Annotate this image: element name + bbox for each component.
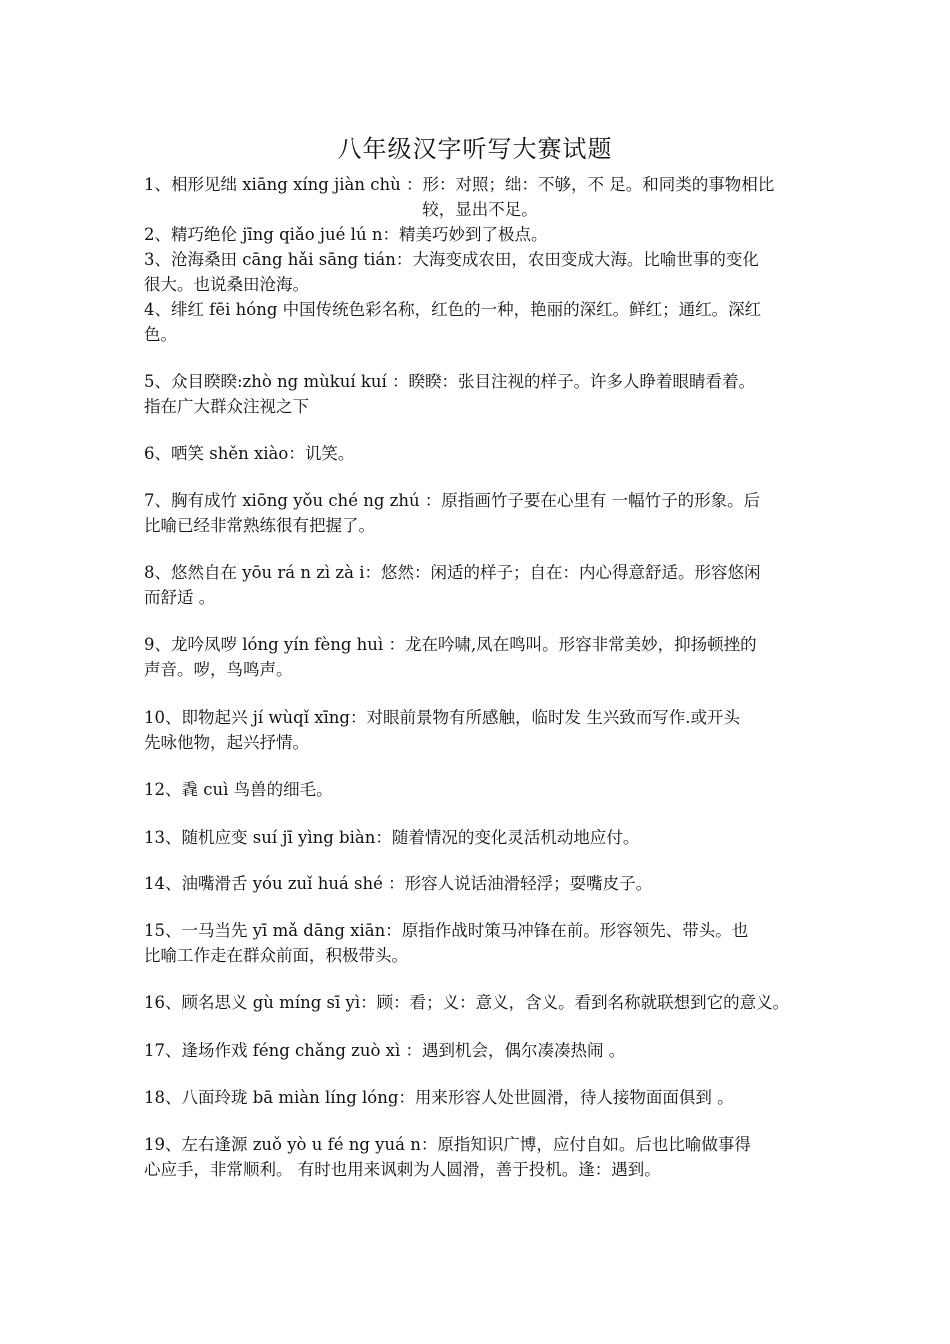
entry-line: 声音。哕，鸟鸣声。 [144,659,293,679]
entry-line: 9、龙吟凤哕 lóng yín fèng huì ：龙在吟啸,凤在鸣叫。形容非常美妙，抑扬顿挫的 [144,635,757,654]
entry-15 [144,919,816,968]
entry-line: 5、众目睽睽:zhò ng mùkuí kuí ：睽睽：张目注视的样子。许多人睁着眼睛看着。 [144,372,756,391]
entry-line: 先咏他物，起兴抒情。 [144,732,309,752]
entry-line: 指在广大群众注视之下 [144,396,309,416]
entry-line: 17、逢场作戏 féng chǎng zuò xì ：遇到机会，偶尔凑凑热闹 。 [144,1041,626,1060]
entry-2 [144,223,816,248]
entry-line: 1、相形见绌 xiāng xíng jiàn chù ：形：对照；绌：不够，不 足。和同类的事物相比 [144,175,775,194]
entry-line: 13、随机应变 suí jī yìng biàn：随着情况的变化灵活机动地应付。 [144,828,640,847]
entry-line: 12、毳 cuì 鸟兽的细毛。 [144,780,333,799]
entry-14 [144,872,816,897]
entry-line: 19、左右逢源 zuǒ yò u fé ng yuá n：原指知识广博，应付自如。后也比喻做事得 [144,1135,751,1154]
page-title: 八年级汉字听写大赛试题 [337,135,613,163]
entry-line: 14、油嘴滑舌 yóu zuǐ huá shé ：形容人说话油滑轻浮；耍嘴皮子。 [144,874,653,893]
entry-5 [144,370,816,419]
entry-line: 很大。也说桑田沧海。 [144,274,309,294]
entry-12 [144,778,816,803]
entry-3 [144,248,816,297]
entry-19 [144,1133,816,1182]
entry-line: 8、悠然自在 yōu rá n zì zà i：悠然：闲适的样子；自在：内心得意舒适。形容悠闲 [144,563,761,582]
entry-16 [144,991,816,1016]
entry-8 [144,561,816,610]
entry-line: 15、一马当先 yī mǎ dāng xiān：原指作战时策马冲锋在前。形容领先、带头。也 [144,921,749,940]
entry-line: 10、即物起兴 jí wùqǐ xīng：对眼前景物有所感触，临时发 生兴致而写作.或开头 [144,708,740,727]
entry-line: 2、精巧绝伦 jīng qiǎo jué lú n：精美巧妙到了极点。 [144,225,548,244]
entry-9 [144,633,816,682]
entry-7 [144,489,816,538]
entry-line: 色。 [144,324,177,344]
entry-line: 而舒适 。 [144,587,216,607]
entry-line: 比喻已经非常熟练很有把握了。 [144,515,375,535]
entry-line: 6、哂笑 shěn xiào：讥笑。 [144,444,355,463]
entry-line: 18、八面玲珑 bā miàn líng lóng：用来形容人处世圆滑，待人接物面面俱到 。 [144,1088,734,1107]
entry-1 [144,173,816,222]
entry-13 [144,826,816,851]
entry-line: 16、顾名思义 gù míng sī yì：顾：看；义：意义，含义。看到名称就联想到它的意义。 [144,993,790,1012]
entry-line: 3、沧海桑田 cāng hǎi sāng tián：大海变成农田，农田变成大海。比喻世事的变化 [144,250,759,269]
entry-6 [144,442,816,467]
entry-18 [144,1086,816,1111]
entry-line: 较，显出不足。 [422,199,538,219]
entry-10 [144,706,816,755]
entry-line: 7、胸有成竹 xiōng yǒu ché ng zhú ：原指画竹子要在心里有 一幅竹子的形象。后 [144,491,761,510]
entry-4 [144,298,816,347]
entry-line: 比喻工作走在群众前面，积极带头。 [144,945,408,965]
entry-line: 4、绯红 fēi hóng 中国传统色彩名称，红色的一种，艳丽的深红。鲜红；通红。深红 [144,300,762,319]
entry-line: 心应手，非常顺利。 有时也用来讽刺为人圆滑，善于投机。逢：遇到。 [144,1159,661,1179]
entry-17 [144,1039,816,1064]
